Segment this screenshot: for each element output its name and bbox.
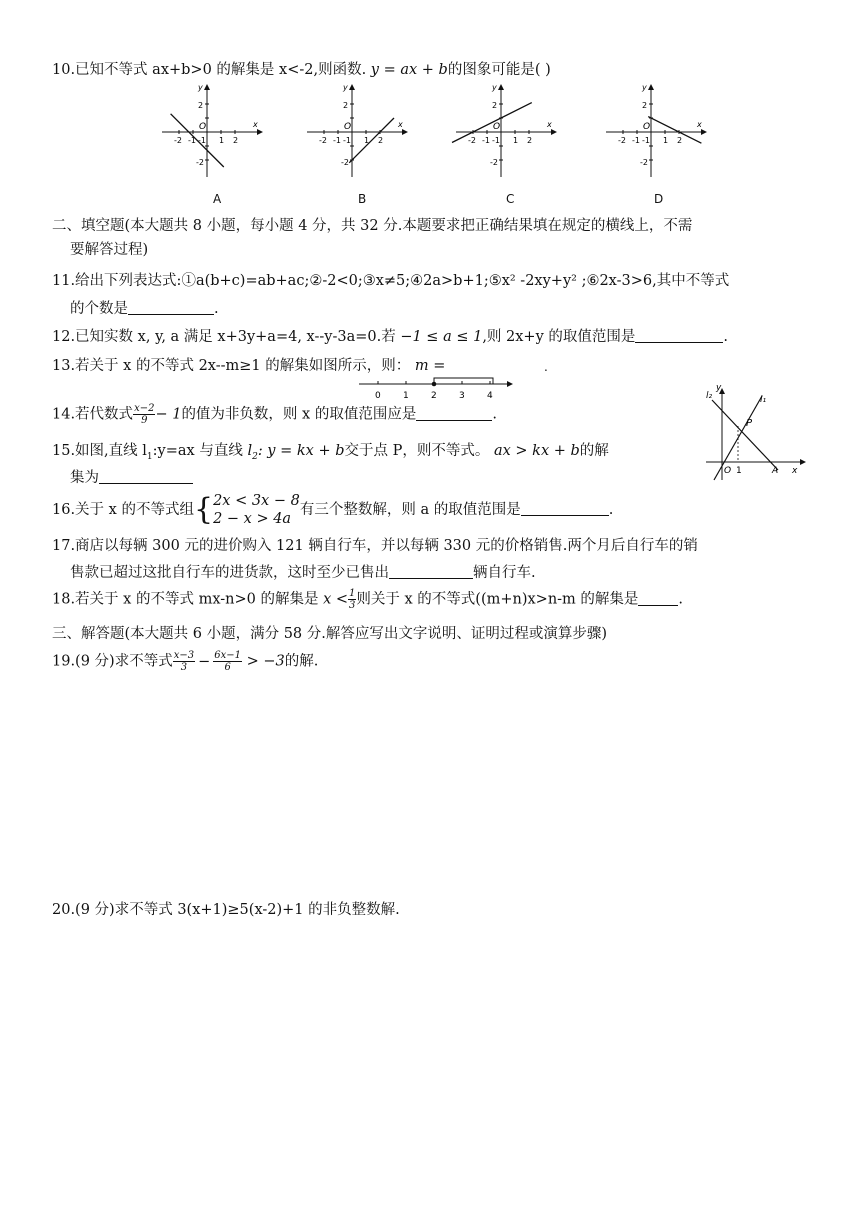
svg-text:y: y — [716, 384, 722, 393]
number-line-label: 2 — [431, 391, 437, 401]
q11-answer-blank[interactable] — [128, 299, 214, 315]
section2-heading: 二、填空题(本大题共 8 小题，每小题 4 分，共 32 分.本题要求把正确结果填在规定的横线上，不需 — [52, 218, 693, 234]
svg-text:1: 1 — [736, 466, 742, 476]
q11-line1: 11.给出下列表达式:①a(b+c)=ab+ac;②-2<0;③x≠5;④2a>b+1;⑤x² -2xy+y² ;⑥2x-3>6,其中不等式 — [52, 273, 730, 289]
q17-line1: 17.商店以每辆 300 元的进价购入 121 辆自行车，并以每辆 330 元的价格销售.两个月后自行车的销 — [52, 538, 698, 554]
svg-text:-2: -2 — [640, 158, 648, 167]
svg-text:2: 2 — [198, 101, 204, 110]
svg-text:-2: -2 — [468, 136, 476, 145]
svg-text:-1: -1 — [642, 136, 650, 145]
q13-dot: . — [544, 360, 548, 374]
svg-text:2: 2 — [233, 136, 239, 145]
svg-text:O: O — [724, 466, 732, 476]
q18-fraction: $\frac{1}{3}$ — [349, 588, 356, 611]
svg-text:y: y — [343, 83, 348, 92]
svg-text:-2: -2 — [490, 158, 498, 167]
option-b-label: B — [358, 192, 367, 206]
svg-text:A: A — [772, 466, 779, 476]
svg-text:-1: -1 — [188, 136, 196, 145]
svg-text:1: 1 — [663, 136, 669, 145]
number-line-label: 0 — [375, 391, 381, 401]
svg-text:-2: -2 — [174, 136, 182, 145]
graph-c — [452, 83, 557, 177]
svg-text:-1: -1 — [343, 136, 351, 145]
svg-text:x: x — [547, 120, 552, 129]
q12: 12.已知实数 x, y, a 满足 x+3y+a=4, x--y-3a=0.若 −1 ≤ a ≤ 1,则 2x+y 的取值范围是 . — [52, 329, 728, 345]
function-line — [349, 118, 394, 163]
q14: 14.若代数式 $\frac{x-2}{9}$ − 1的值为非负数，则 x 的取值范围应是 . — [52, 403, 497, 426]
svg-text:y: y — [492, 83, 497, 92]
svg-text:x: x — [697, 120, 702, 129]
q19-fraction-1: $\frac{x-3}{3}$ — [173, 650, 195, 673]
q19: 19.(9 分)求不等式 $\frac{x-3}{3}$ − $\frac{6x-1}{6}$ > −3的解. — [52, 650, 319, 673]
svg-text:-1: -1 — [333, 136, 341, 145]
svg-text:-2: -2 — [341, 158, 349, 167]
number-line-label: 3 — [459, 391, 465, 401]
q15-line1: 15.如图,直线 $l_1:y=ax$ 与直线 $l_2$: y = kx + b交于点 P，则不等式。 ax > kx + b的解 — [52, 443, 609, 462]
number-line-label: 1 — [403, 391, 409, 401]
q20: 20.(9 分)求不等式 3(x+1)≥5(x-2)+1 的非负整数解. — [52, 902, 400, 918]
svg-text:2: 2 — [492, 101, 498, 110]
svg-text:2: 2 — [527, 136, 533, 145]
svg-text:O: O — [643, 122, 651, 132]
q19-fraction-2: $\frac{6x-1}{6}$ — [214, 650, 242, 673]
svg-text:O: O — [199, 122, 207, 132]
q11-line2: 的个数是 . — [70, 301, 219, 317]
svg-text:-1: -1 — [492, 136, 500, 145]
q18-answer-blank[interactable] — [638, 590, 678, 606]
graph-b — [307, 83, 408, 177]
svg-text:-2: -2 — [618, 136, 626, 145]
svg-text:-1: -1 — [632, 136, 640, 145]
svg-text:-2: -2 — [319, 136, 327, 145]
section2-heading-cont: 要解答过程) — [70, 242, 149, 258]
svg-text:P: P — [746, 418, 753, 429]
q15-answer-blank[interactable] — [99, 468, 193, 484]
svg-text:y: y — [198, 83, 203, 92]
section3-heading: 三、解答题(本大题共 6 小题，满分 58 分.解答应写出文字说明、证明过程或演算步骤) — [52, 626, 608, 642]
q15-figure — [700, 384, 810, 484]
q18: 18.若关于 x 的不等式 mx-n>0 的解集是 x < $\frac{1}{3}$ 则关于 x 的不等式((m+n)x>n-m 的解集是 . — [52, 588, 684, 611]
svg-text:x: x — [398, 120, 403, 129]
svg-text:x: x — [792, 466, 798, 476]
q14-fraction: $\frac{x-2}{9}$ — [134, 403, 155, 426]
q17-answer-blank[interactable] — [389, 563, 473, 579]
q13: 13.若关于 x 的不等式 2x--m≥1 的解集如图所示，则： m = — [52, 358, 446, 374]
option-d-label: D — [654, 192, 664, 206]
svg-text:2: 2 — [677, 136, 683, 145]
svg-text:1: 1 — [364, 136, 370, 145]
graph-d — [606, 83, 707, 177]
q15-line2: 集为 — [70, 468, 193, 488]
q12-answer-blank[interactable] — [635, 327, 723, 343]
svg-text:2: 2 — [642, 101, 648, 110]
q10-graphs — [0, 82, 860, 202]
q16-answer-blank[interactable] — [521, 500, 609, 516]
svg-text:2: 2 — [378, 136, 384, 145]
q17-line2: 售款已超过这批自行车的进货款，这时至少已售出 辆自行车. — [70, 565, 536, 581]
q10-stem: 10.已知不等式 ax+b>0 的解集是 x<-2,则函数. y = ax + b的图象可能是( ) — [52, 62, 551, 78]
svg-text:x: x — [253, 120, 258, 129]
number-line-label: 4 — [487, 391, 493, 401]
q13-number-line — [355, 374, 515, 404]
svg-text:O: O — [344, 122, 352, 132]
svg-text:O: O — [493, 122, 501, 132]
q16: 16.关于 x 的不等式组{ 2x < 3x − 8 2 − x > 4a 有三个整数解，则 a 的取值范围是 . — [52, 492, 614, 527]
svg-text:2: 2 — [343, 101, 349, 110]
option-a-label: A — [213, 192, 222, 206]
svg-text:1: 1 — [513, 136, 519, 145]
q14-answer-blank[interactable] — [416, 405, 492, 421]
svg-text:-2: -2 — [196, 158, 204, 167]
svg-text:-1: -1 — [198, 136, 206, 145]
function-line — [648, 117, 701, 144]
svg-text:-1: -1 — [482, 136, 490, 145]
svg-text:l₁: l₁ — [760, 395, 767, 405]
graph-a — [162, 83, 263, 177]
svg-text:y: y — [642, 83, 647, 92]
svg-text:l₂: l₂ — [706, 391, 713, 401]
option-c-label: C — [506, 192, 515, 206]
svg-text:1: 1 — [219, 136, 225, 145]
